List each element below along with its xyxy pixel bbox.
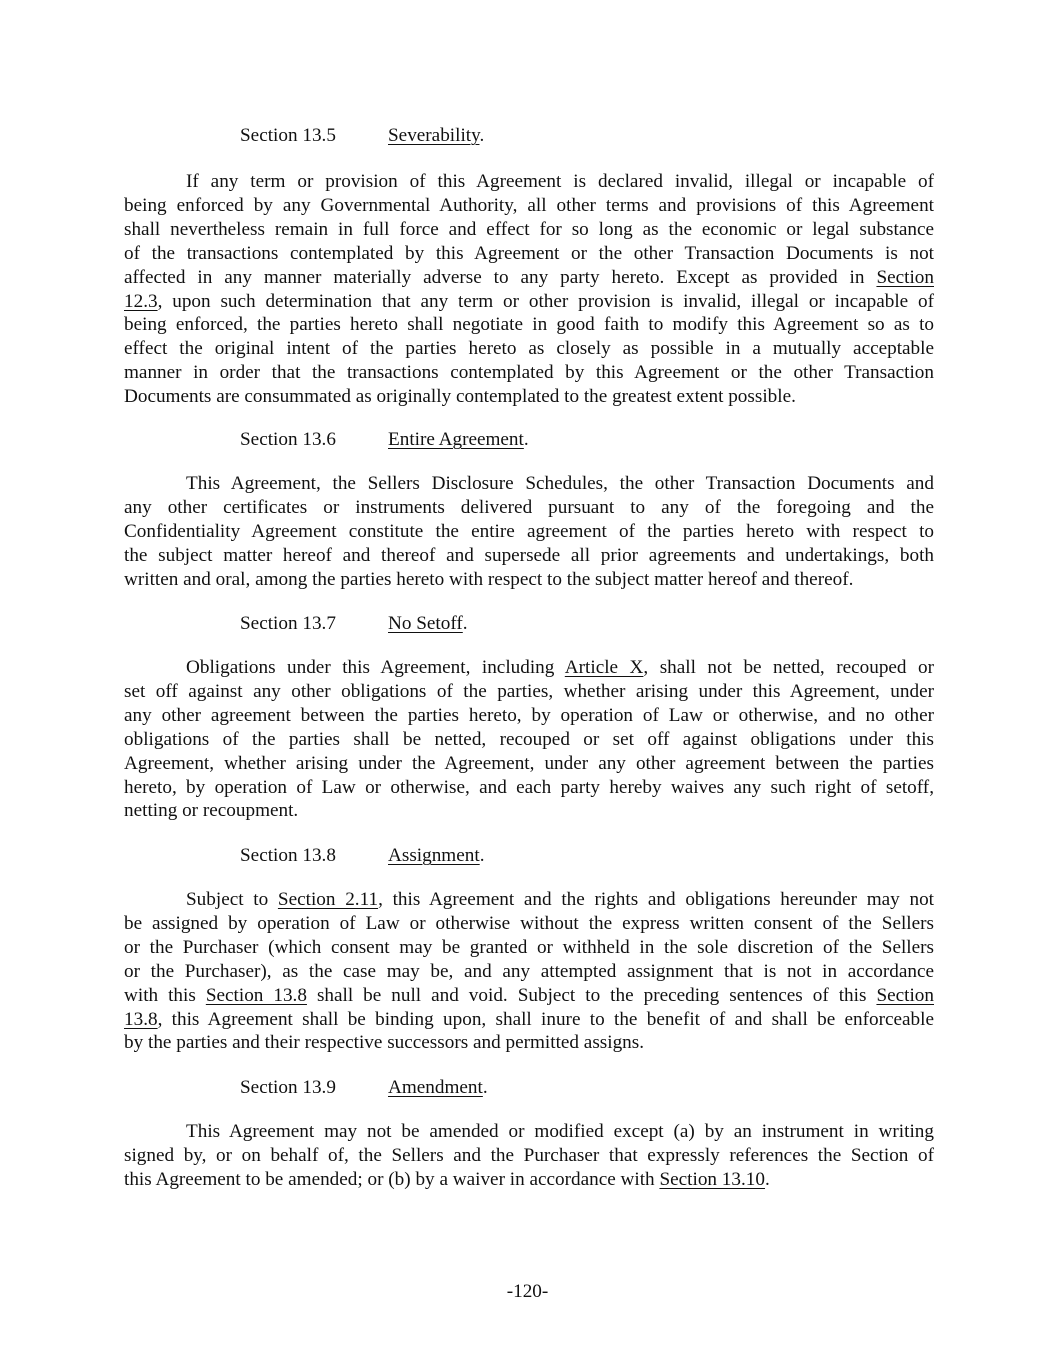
body-line [124,728,934,752]
body-line [124,218,934,242]
body-text: of the transactions contemplated by this Agreement or the other Transaction Documents is not [124,242,934,264]
section-title: Amendment [388,1077,483,1098]
body-line [124,888,934,912]
body-text: Agreement, whether arising under the Agreement, under any other agreement between the parties [124,752,934,774]
body-line [124,170,934,194]
cross-reference-link[interactable]: Section 13.8 [205,984,307,1006]
cross-reference-link[interactable]: Section 13.10 [659,1168,765,1190]
section-body [124,1120,934,1192]
body-line [124,704,934,728]
section-body [124,472,934,592]
cross-reference-link[interactable]: 12.3 [124,290,158,312]
body-line [124,1031,934,1055]
body-line [124,361,934,385]
body-text: netting or recoupment. [124,800,299,822]
body-text: , upon such determination that any term or other provision is invalid, illegal or incapable of [157,290,934,312]
body-text: being enforced by any Governmental Authority, all other terms and provisions of this Agreement [124,194,934,216]
section-number: Section 13.6 [240,429,336,450]
body-text: If any term or provision of this Agreement is declared invalid, illegal or incapable of [186,171,934,192]
body-text: , this Agreement and the rights and obligations hereunder may not [378,889,934,910]
body-line [124,1144,934,1168]
body-text: . [764,1168,770,1190]
body-line [124,266,934,290]
body-text: be assigned by operation of Law or otherwise without the express written consent of the Sellers [124,912,934,934]
body-line [124,936,934,960]
section-title-period: . [462,613,468,634]
section-number: Section 13.8 [240,845,336,866]
section-heading [240,1076,488,1100]
cross-reference-link[interactable]: Article X [564,657,644,678]
body-text: or the Purchaser (which consent may be granted or withheld in the sole discretion of the Sellers [124,936,934,958]
body-text: being enforced, the parties hereto shall negotiate in good faith to modify this Agreement so as to [124,314,934,336]
body-text: shall nevertheless remain in full force and effect for so long as the economic or legal substance [124,218,934,240]
body-text: , this Agreement shall be binding upon, shall inure to the benefit of and shall be enforceable [157,1008,934,1030]
section-number: Section 13.9 [240,1077,336,1098]
body-line [124,337,934,361]
cross-reference-link[interactable]: Section [876,984,934,1006]
section-body [124,888,934,1055]
body-text: Documents are consummated as originally contemplated to the greatest extent possible. [124,386,796,408]
body-text: hereto, by operation of Law or otherwise, and each party hereby waives any such right of setoff, [124,776,934,798]
section-title-period: . [479,845,485,866]
body-text: obligations of the parties shall be netted, recouped or set off against obligations under this [124,728,934,750]
body-line [124,776,934,800]
cross-reference-link[interactable]: Section [876,266,934,288]
body-line [124,194,934,218]
body-line [124,385,934,409]
body-text: written and oral, among the parties hereto with respect to the subject matter hereof and thereof. [124,568,854,590]
body-line [124,472,934,496]
body-line [124,1168,934,1192]
section-heading [240,124,484,148]
body-line [124,680,934,704]
cross-reference-link[interactable]: Section 2.11 [277,889,379,910]
body-text: This Agreement, the Sellers Disclosure Schedules, the other Transaction Documents and [186,473,934,494]
body-line [124,1120,934,1144]
body-text: effect the original intent of the parties hereto as closely as possible in a mutually acceptable [124,338,934,360]
section-title-period: . [523,429,529,450]
body-text: , shall not be netted, recouped or [643,657,934,678]
body-text: any other agreement between the parties hereto, by operation of Law or otherwise, and no other [124,704,934,726]
body-text: the subject matter hereof and thereof and supersede all prior agreements and undertakings, both [124,544,934,566]
body-text: shall be null and void. Subject to the preceding sentences of this [306,984,877,1006]
body-line [124,912,934,936]
section-title: Severability [388,125,480,146]
section-body [124,170,934,409]
body-line [124,568,934,592]
body-line [124,799,934,823]
body-text: any other certificates or instruments delivered pursuant to any of the foregoing and the [124,496,934,518]
body-text: with this [124,984,206,1006]
section-heading [240,428,529,452]
body-text: This Agreement may not be amended or modified except (a) by an instrument in writing [186,1121,934,1142]
section-number: Section 13.5 [240,125,336,146]
body-line [124,984,934,1008]
body-text: set off against any other obligations of the parties, whether arising under this Agreement, under [124,680,934,702]
body-text: Confidentiality Agreement constitute the entire agreement of the parties hereto with respect to [124,520,934,542]
body-text: Subject to [186,889,278,910]
body-text: this Agreement to be amended; or (b) by a waiver in accordance with [124,1168,660,1190]
body-line [124,960,934,984]
body-line [124,496,934,520]
body-text: manner in order that the transactions contemplated by this Agreement or the other Transaction [124,362,934,384]
body-text: by the parties and their respective successors and permitted assigns. [124,1032,645,1054]
section-heading [240,844,484,868]
cross-reference-link[interactable]: 13.8 [124,1008,158,1030]
body-line [124,544,934,568]
body-line [124,1008,934,1032]
body-line [124,752,934,776]
section-title: Entire Agreement [388,429,524,450]
body-line [124,313,934,337]
body-text: or the Purchaser), as the case may be, and any attempted assignment that is not in accordance [124,960,934,982]
section-title-period: . [479,125,485,146]
section-title-period: . [482,1077,488,1098]
body-text: affected in any manner materially adverse to any party hereto. Except as provided in [124,266,877,288]
body-line [124,242,934,266]
section-heading [240,612,468,636]
body-text: Obligations under this Agreement, including [186,657,565,678]
body-line [124,656,934,680]
section-title: Assignment [388,845,480,866]
body-line [124,520,934,544]
body-text: signed by, or on behalf of, the Sellers and the Purchaser that expressly references the Section of [124,1144,934,1166]
page-number: -120- [506,1281,549,1302]
section-body [124,656,934,823]
section-title: No Setoff [388,613,463,634]
body-line [124,290,934,314]
section-number: Section 13.7 [240,613,336,634]
